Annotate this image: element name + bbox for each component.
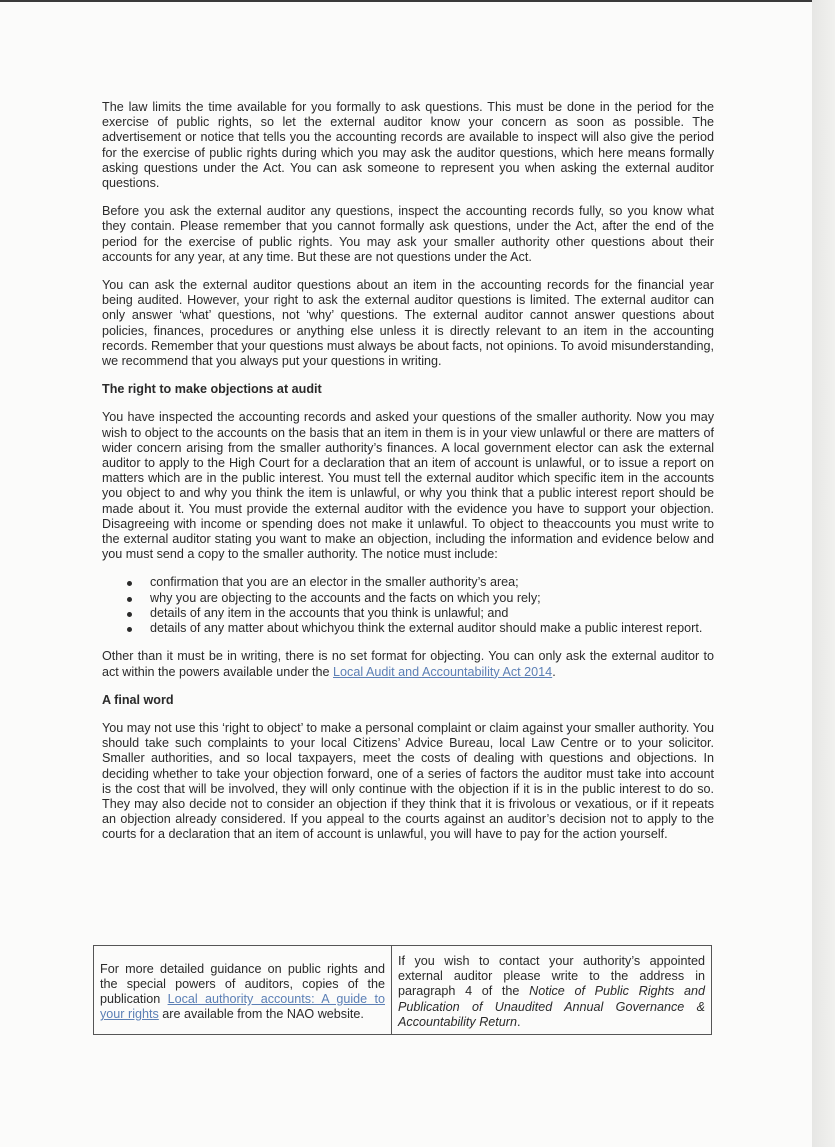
- contact-text: If you wish to contact your authority’s appointed external auditor please write to the address in paragraph 4 of the: [398, 954, 705, 999]
- contact-end: .: [517, 1014, 521, 1029]
- list-item: confirmation that you are an elector in the smaller authority’s area;: [150, 575, 714, 590]
- paragraph-objections: You have inspected the accounting records and asked your questions of the smaller authority. Now you may wish to object to the accounts on the basis that an item in them is in your view unlawful or there are matters of wider concern arising from the smaller authority’s finances. A local government elector can ask the external auditor to apply to the High Court for a declaration that an item of account is unlawful, or to issue a report on matters which are in the public interest. You must tell the external auditor which specific item in the accounts you object to and why you think the item is unlawful, or why you think that a public interest report should be made about it. You must provide the external auditor with the evidence you have to support your objection. Disagreeing with income or spending does not make it unlawful. To object to theaccounts you must write to the external auditor stating you want to make an objection, including the information and evidence below and you must send a copy to the smaller authority. The notice must include:: [102, 410, 714, 562]
- scan-edge: [812, 0, 835, 1147]
- heading-final-word: A final word: [102, 692, 174, 707]
- contact-cell: [392, 946, 712, 1035]
- notice-title: Notice of Public Rights and Publication of Unaudited Annual Governance & Accountability Return: [398, 984, 705, 1029]
- format-text: Other than it must be in writing, there is no set format for objecting. You can only ask the external auditor to act within the powers available under the: [102, 649, 714, 679]
- document-body: [102, 100, 714, 856]
- paragraph-time-limits: The law limits the time available for you formally to ask questions. This must be done in the period for the exercise of public rights, so let the external auditor know your concern as soon as possible. The advertisement or notice that tells you the accounting records are available to inspect will also give the period for the exercise of public rights during which you may ask the auditor questions, which here means formally asking questions under the Act. You can ask someone to represent you when asking the external auditor questions.: [102, 100, 714, 191]
- guidance-box: [93, 945, 712, 1035]
- paragraph-inspect-first: Before you ask the external auditor any questions, inspect the accounting records fully, so you know what they contain. Please remember that you cannot formally ask questions, under the Act, after the end of the period for the exercise of public rights. You may ask your smaller authority other questions about their accounts for any year, at any time. But these are not questions under the Act.: [102, 204, 714, 264]
- list-item: why you are objecting to the accounts and the facts on which you rely;: [150, 591, 714, 606]
- paragraph-format: [102, 649, 714, 679]
- list-item: details of any item in the accounts that you think is unlawful; and: [150, 606, 714, 621]
- format-end: .: [552, 664, 556, 679]
- heading-objections: The right to make objections at audit: [102, 382, 322, 397]
- guidance-cell: [94, 946, 392, 1035]
- nao-guide-link[interactable]: Local authority accounts: A guide to your rights: [100, 992, 385, 1022]
- paragraph-question-scope: You can ask the external auditor questions about an item in the accounting records for the financial year being audited. However, your right to ask the external auditor questions is limited. The external auditor can only answer ‘what’ questions, not ‘why’ questions. The external auditor cannot answer questions about policies, finances, procedures or anything else unless it is directly relevant to an item in the accounting records. Remember that your questions must always be about facts, not opinions. To avoid misunderstanding, we recommend that you always put your questions in writing.: [102, 278, 714, 369]
- paragraph-final-word: You may not use this ‘right to object’ to make a personal complaint or claim against your smaller authority. You should take such complaints to your local Citizens’ Advice Bureau, local Law Centre or to your solicitor. Smaller authorities, and so local taxpayers, meet the costs of dealing with questions and objections. In deciding whether to take your objection forward, one of a series of factors the auditor must take into account is the cost that will be involved, they will only continue with the objection if it is in the public interest to do so. They may also decide not to consider an objection if they think that it is frivolous or vexatious, or if it repeats an objection already considered. If you appeal to the courts against an auditor’s decision not to apply to the courts for a declaration that an item of account is unlawful, you will have to pay for the action yourself.: [102, 720, 714, 842]
- list-item: details of any matter about whichyou think the external auditor should make a public interest report.: [150, 621, 714, 636]
- guidance-end: are available from the NAO website.: [158, 1007, 364, 1022]
- guidance-text: For more detailed guidance on public rights and the special powers of auditors, copies of the publication: [100, 961, 385, 1006]
- notice-requirements-list: [102, 575, 714, 636]
- act-2014-link[interactable]: Local Audit and Accountability Act 2014: [333, 664, 553, 679]
